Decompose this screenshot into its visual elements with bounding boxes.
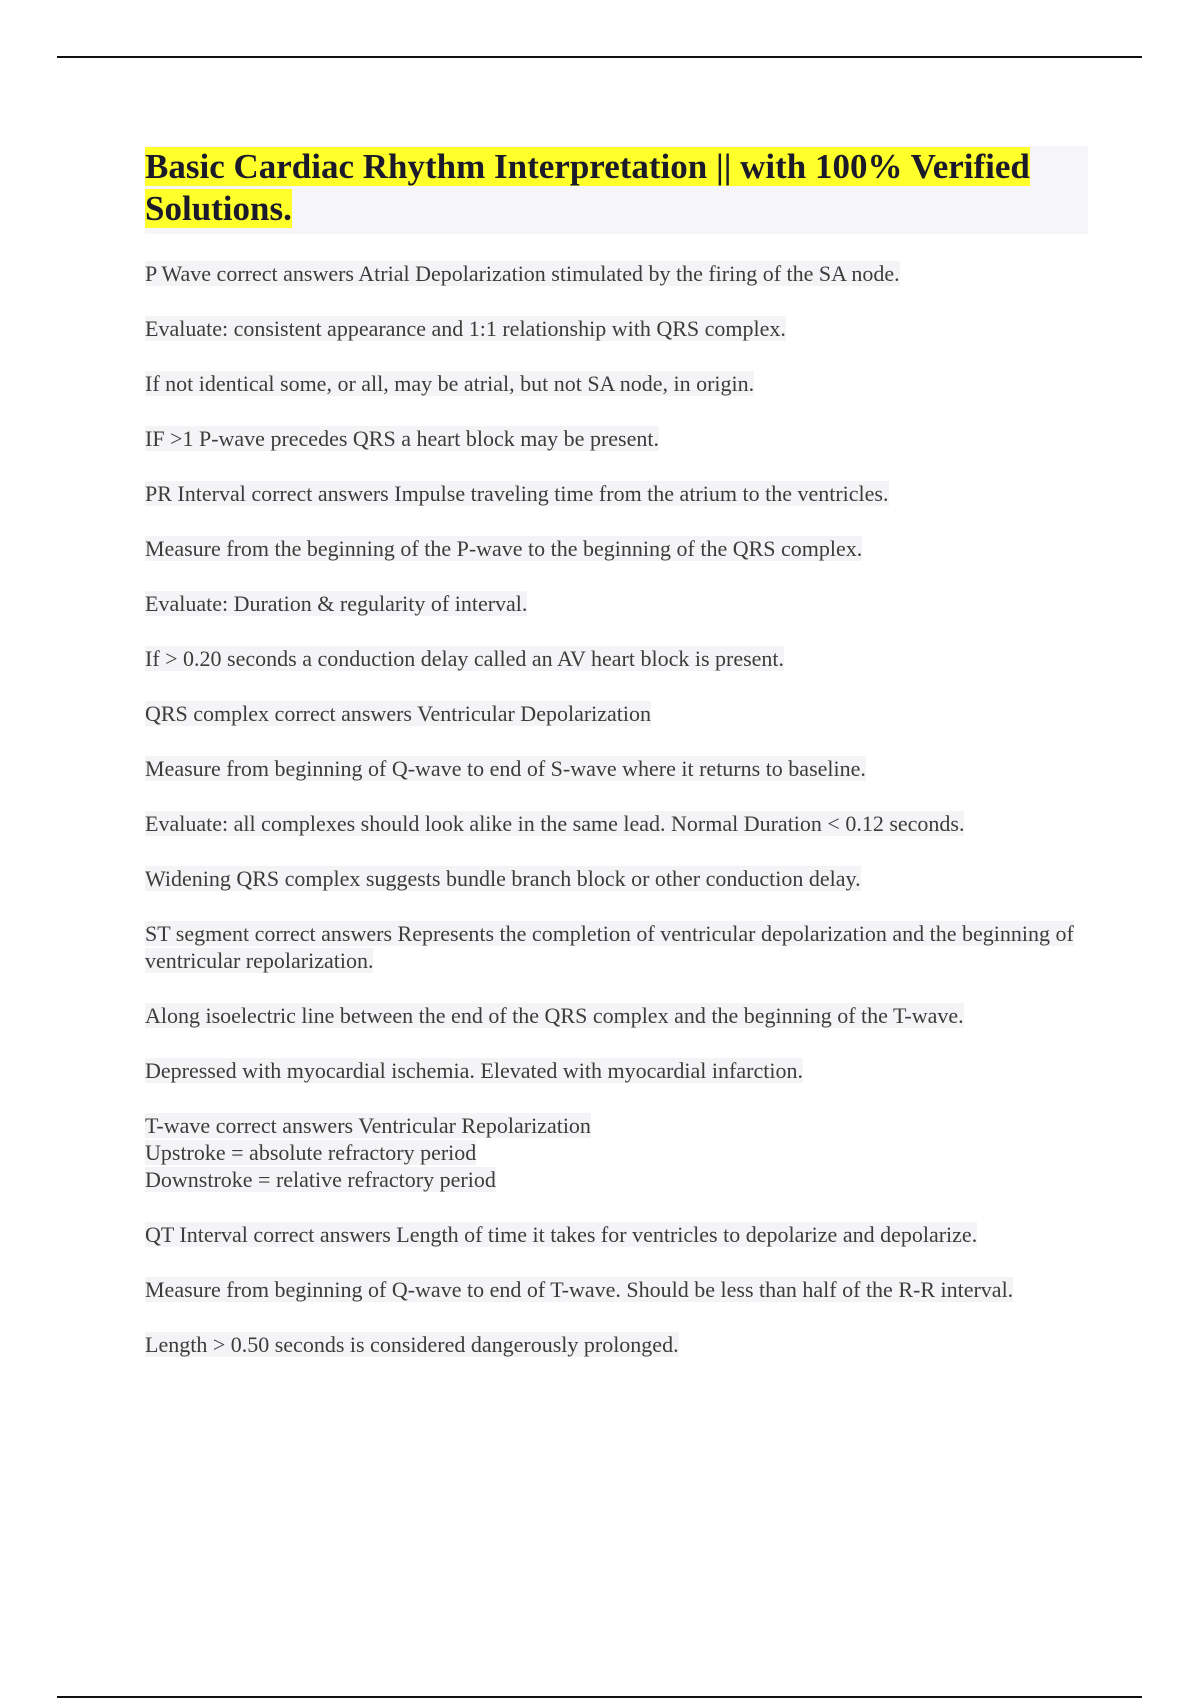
paragraph: Measure from beginning of Q-wave to end of T-wave. Should be less than half of the R-R interval. (145, 1277, 1014, 1302)
paragraph: Depressed with myocardial ischemia. Elevated with myocardial infarction. (145, 1058, 803, 1083)
paragraph: P Wave correct answers Atrial Depolarization stimulated by the firing of the SA node. (145, 261, 900, 286)
paragraph: PR Interval correct answers Impulse traveling time from the atrium to the ventricles. (145, 481, 889, 506)
paragraph: QRS complex correct answers Ventricular Depolarization (145, 701, 652, 726)
paragraph: Evaluate: consistent appearance and 1:1 relationship with QRS complex. (145, 316, 786, 341)
paragraph: Evaluate: Duration & regularity of interval. (145, 591, 528, 616)
paragraph-line: Upstroke = absolute refractory period (145, 1140, 477, 1165)
paragraph: Length > 0.50 seconds is considered dangerously prolonged. (145, 1332, 679, 1357)
paragraph-line: Downstroke = relative refractory period (145, 1167, 496, 1192)
document-body (145, 146, 1088, 1386)
paragraph: If not identical some, or all, may be atrial, but not SA node, in origin. (145, 371, 755, 396)
footer-rule (57, 1696, 1142, 1698)
header-rule (57, 56, 1142, 58)
document-title: Basic Cardiac Rhythm Interpretation || with 100% Verified Solutions. (145, 147, 1030, 228)
paragraph: QT Interval correct answers Length of time it takes for ventricles to depolarize and depolarize. (145, 1222, 978, 1247)
paragraph-list (145, 260, 1088, 1358)
paragraph: IF >1 P-wave precedes QRS a heart block may be present. (145, 426, 659, 451)
paragraph: Along isoelectric line between the end of the QRS complex and the beginning of the T-wave. (145, 1003, 964, 1028)
paragraph: If > 0.20 seconds a conduction delay called an AV heart block is present. (145, 646, 785, 671)
paragraph: ST segment correct answers Represents the completion of ventricular depolarization and the beginning of ventricular repolarization. (145, 921, 1074, 973)
title-block (145, 146, 1088, 234)
paragraph: Widening QRS complex suggests bundle branch block or other conduction delay. (145, 866, 861, 891)
paragraph: Measure from the beginning of the P-wave to the beginning of the QRS complex. (145, 536, 863, 561)
paragraph: Measure from beginning of Q-wave to end of S-wave where it returns to baseline. (145, 756, 866, 781)
paragraph: Evaluate: all complexes should look alike in the same lead. Normal Duration < 0.12 seconds. (145, 811, 965, 836)
paragraph-line: T-wave correct answers Ventricular Repolarization (145, 1113, 591, 1138)
t-wave-paragraph (145, 1112, 1088, 1193)
